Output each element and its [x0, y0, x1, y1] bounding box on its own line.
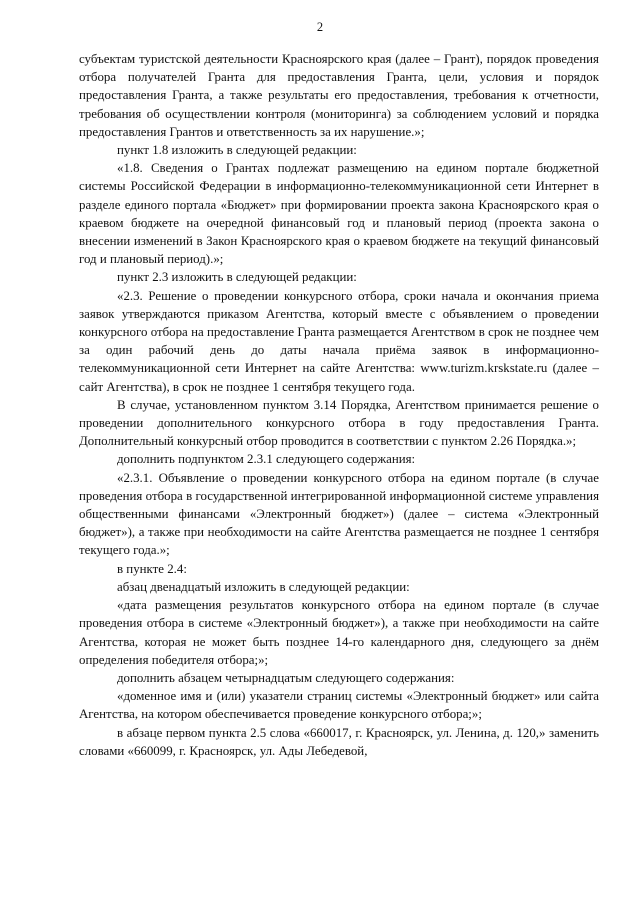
paragraph: пункт 2.3 изложить в следующей редакции: [117, 270, 357, 285]
document-body [79, 50, 599, 760]
paragraph: в абзаце первом пункта 2.5 слова «660017, г. Красноярск, ул. Ленина, д. 120,» заменить словами «660099, г. Красноярск, ул. Ады Лебедевой, [79, 725, 599, 758]
paragraph: В случае, установленном пунктом 3.14 Порядка, Агентством принимается решение о проведении дополнительного конкурсного отбора в году предоставления Гранта. Дополнительный конкурсный отбор проводится в соответствии с пунктом 2.26 Порядка.»; [79, 397, 599, 449]
page-number: 2 [316, 20, 324, 34]
paragraph: дополнить подпунктом 2.3.1 следующего содержания: [117, 452, 416, 467]
paragraph: «1.8. Сведения о Грантах подлежат размещению на едином портале бюджетной системы Российской Федерации в информационно-телекоммуникационной сети Интернет в разделе единого портала «Бюджет» при формировании проекта закона Красноярского края о краевом бюджете на очередной финансовый год и плановый период (проекта закона о внесении изменений в Закон Красноярского края о краевом бюджете на текущий финансовый год и плановый период).»; [79, 161, 599, 267]
paragraph: пункт 1.8 изложить в следующей редакции: [117, 143, 357, 158]
paragraph: «дата размещения результатов конкурсного отбора на едином портале (в случае проведения отбора в системе «Электронный бюджет»), а также при необходимости на сайте Агентства, которая не может быть позднее 14-го календарного дня, следующего за днём определения победителя отбора;»; [79, 598, 599, 667]
paragraph: «доменное имя и (или) указатели страниц системы «Электронный бюджет» или сайта Агентства, на котором обеспечивается проведение конкурсного отбора;»; [79, 689, 599, 722]
paragraph: абзац двенадцатый изложить в следующей редакции: [117, 579, 410, 594]
paragraph: дополнить абзацем четырнадцатым следующего содержания: [117, 670, 455, 685]
paragraph: в пункте 2.4: [117, 561, 187, 576]
paragraph: «2.3.1. Объявление о проведении конкурсного отбора на едином портале (в случае проведения отбора в государственной интегрированной информационной системе управления общественными финансами «Электронный бюджет») (далее – система «Электронный бюджет»), а также при необходимости на сайте Агентства размещается не позднее 1 сентября текущего года.»; [79, 470, 599, 558]
paragraph: субъектам туристской деятельности Красноярского края (далее – Грант), порядок проведения отбора получателей Гранта для предоставления Гранта, цели, условия и порядок предоставления Гранта, а также результаты его предоставления, требования к отчетности, требования об осуществлении контроля (мониторинга) за соблюдением условий и порядка предоставления Грантов и ответственность за их нарушение.»; [79, 52, 599, 139]
paragraph: «2.3. Решение о проведении конкурсного отбора, сроки начала и окончания приема заявок утверждаются приказом Агентства, который вместе с объявлением о проведении конкурсного отбора на предоставление Гранта размещается Агентством в срок не позднее чем за один рабочий день до даты начала приёма заявок в информационно-телекоммуникационной сети Интернет на сайте Агентства: www.turizm.krskstate.ru (далее – сайт Агентства), в срок не позднее 1 сентября текущего года. [79, 288, 599, 394]
